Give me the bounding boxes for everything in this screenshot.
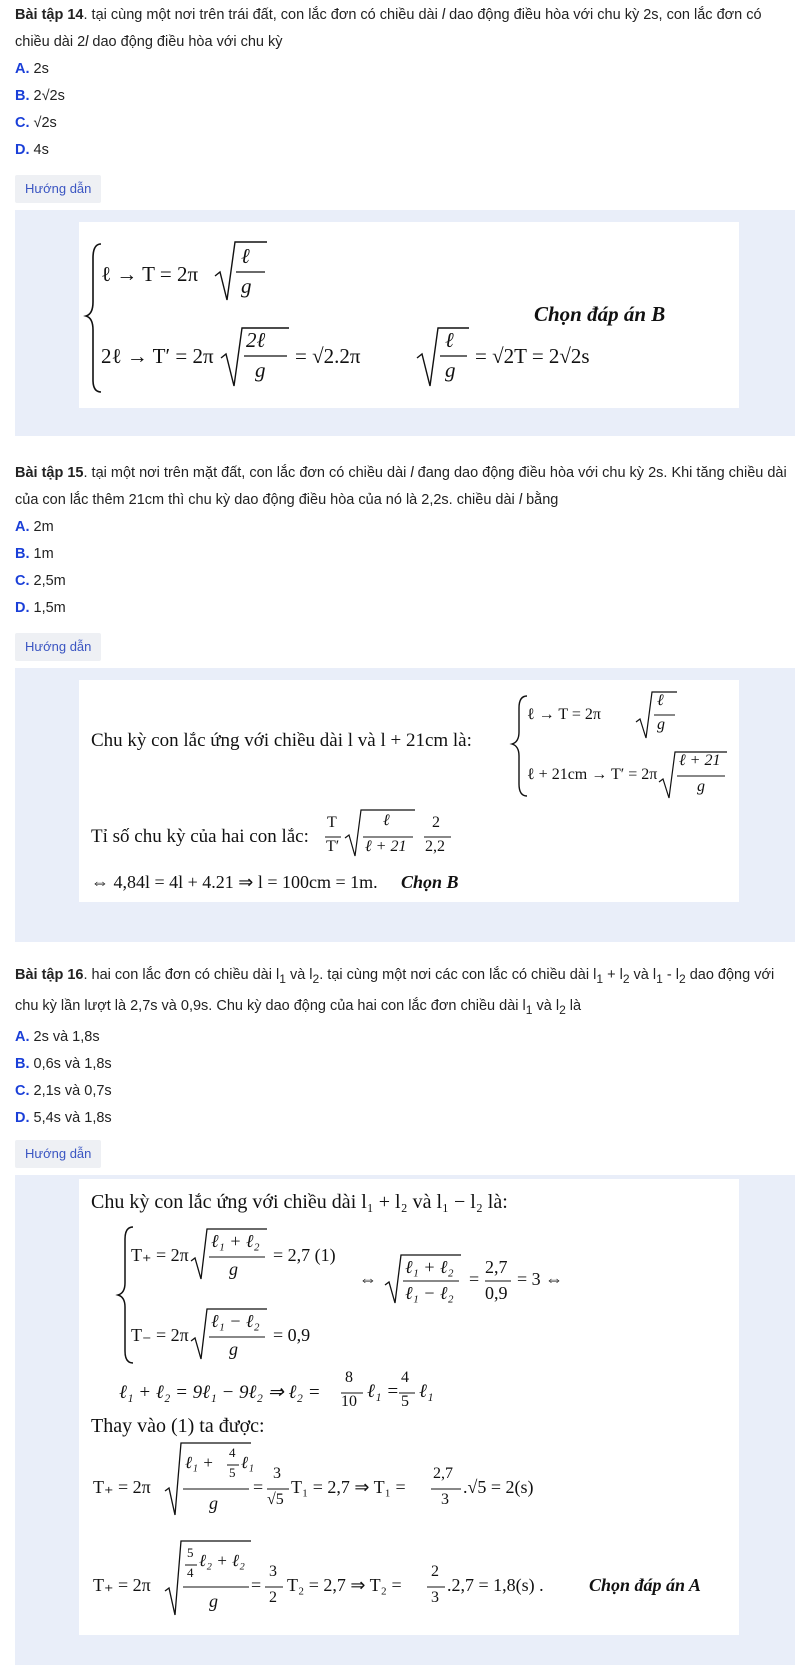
question-14-title: Bài tập 14 <box>15 7 84 23</box>
solution-15-image: Chu kỳ con lắc ứng với chiều dài l và l + 21cm là: ℓ → T = 2π ℓ g ℓ + 21cm → T′ = 2π ℓ + 21 g Tỉ số chu kỳ của hai con lắc: T T′ ℓ ℓ + 21 2 2,2 ⇔ 4,84l = 4l + 4.21 ⇒ l = 100cm = 1m. Chọn B <box>79 680 739 902</box>
solution-14-image: ℓ → T = 2π ℓ g 2ℓ → T′ = 2π 2ℓ g = √2.2π ℓ g = √2T = 2√2s Chọn đáp án B <box>79 222 739 408</box>
option-d: D. 5,4s và 1,8s <box>15 1109 112 1126</box>
solution-14 <box>15 210 795 436</box>
question-16-text: Bài tập 16. hai con lắc đơn có chiều dài $l_1$ và $l_2$. tại cùng một nơi các con lắc có chiều dài $l_1 + l_2$ và $l_1 - l_2$ dao động với chu kỳ lần lượt là 2,7s và 0,9s. Chu kỳ dao động của hai con lắc đơn chiều dài $l_1$ và $l_2$ là <box>15 967 775 1017</box>
option-d: D. 1,5m <box>15 600 66 616</box>
option-c: C. 2,1s và 0,7s <box>15 1082 112 1099</box>
solution-15 <box>15 668 795 942</box>
question-14 <box>15 2 795 164</box>
option-b: B. 2√2s <box>15 88 65 104</box>
question-15-text: Bài tập 15. tại một nơi trên mặt đất, con lắc đơn có chiều dài l đang dao động điều hòa với chu kỳ 2s. Khi tăng chiều dài của con lắc thêm 21cm thì chu kỳ dao động điều hòa của nó là 2,2s. chiều dài l bằng <box>15 465 787 508</box>
question-14-text: Bài tập 14. tại cùng một nơi trên trái đất, con lắc đơn có chiều dài l dao động điều hòa với chu kỳ 2s, con lắc đơn có chiều dài 2l dao động điều hòa với chu kỳ <box>15 7 762 50</box>
solution-15-strokes <box>79 680 739 902</box>
solution-16 <box>15 1175 795 1665</box>
option-d: D. 4s <box>15 142 49 158</box>
option-a: A. 2m <box>15 519 54 535</box>
question-16-title: Bài tập 16 <box>15 967 84 983</box>
option-a: A. 2s và 1,8s <box>15 1028 100 1045</box>
guide-button-16[interactable]: Hướng dẫn <box>15 1140 101 1168</box>
option-c: C. 2,5m <box>15 573 66 589</box>
question-15 <box>15 460 795 622</box>
guide-button-14[interactable]: Hướng dẫn <box>15 175 101 203</box>
option-b: B. 1m <box>15 546 54 562</box>
answer-15: Chọn B <box>401 872 459 892</box>
question-16 <box>15 962 795 1132</box>
guide-button-15[interactable]: Hướng dẫn <box>15 633 101 661</box>
solution-16-image: Chu kỳ con lắc ứng với chiều dài l₁ + l₂ và l₁ − l₂ là: T₊ = 2π ℓ₁ + ℓ₂ g = 2,7 (1) T₋ = 2π ℓ₁ − ℓ₂ g = 0,9 ⇔ ℓ₁ + ℓ₂ ℓ₁ − ℓ₂ = 2,7 0,9 = 3 ⇔ ℓ₁ + ℓ₂ = 9ℓ₁ − 9ℓ₂ ⇒ ℓ₂ = 8 10 ℓ₁ = 4 5 ℓ₁ Thay vào (1) ta được: T₊ = 2π ℓ₁ + 4 5 ℓ₁ g = 3 √5 T₁ = 2,7 ⇒ T₁ = 2,7 3 .√5 = 2(s) T₊ = 2π 5 4 ℓ₂ + ℓ₂ g = 3 2 T₂ = 2,7 ⇒ T₂ = 2 3 .2,7 = 1,8(s) . Chọn đáp án A <box>79 1179 739 1635</box>
answer-16: Chọn đáp án A <box>589 1575 701 1595</box>
option-b: B. 0,6s và 1,8s <box>15 1055 112 1072</box>
option-c: C. √2s <box>15 115 57 131</box>
answer-14: Chọn đáp án B <box>534 302 666 326</box>
option-a: A. 2s <box>15 61 49 77</box>
question-15-title: Bài tập 15 <box>15 465 84 481</box>
